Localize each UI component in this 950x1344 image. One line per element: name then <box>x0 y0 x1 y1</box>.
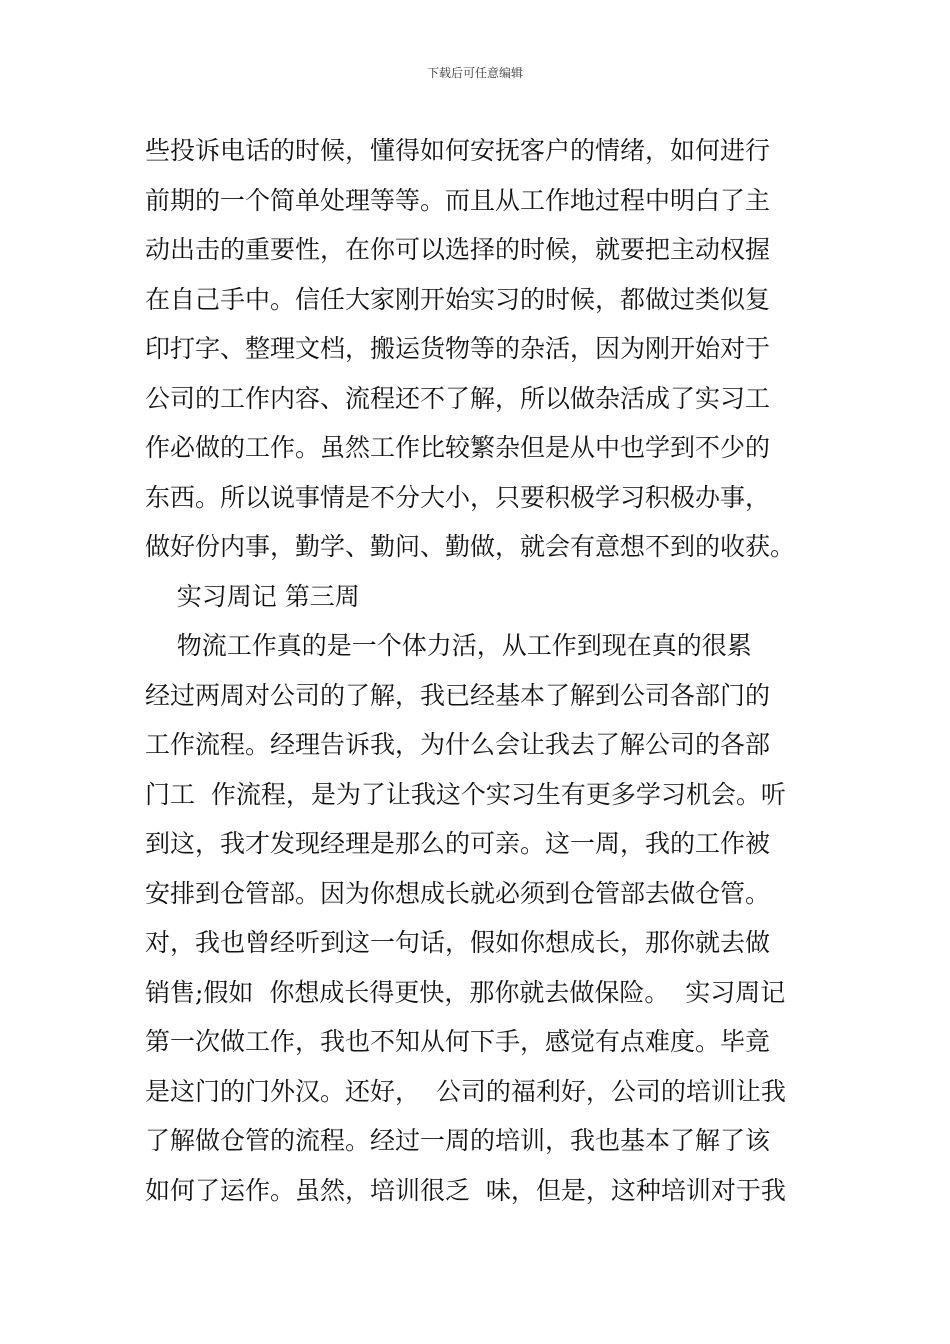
text-line: 门工 作流程，是为了让我这个实习生有更多学习机会。听 <box>145 779 786 809</box>
text-line: 对，我也曾经听到这一句话，假如你想成长，那你就去做 <box>145 928 771 957</box>
text-line: 安排到仓管部。因为你想成长就必须到仓管部去做仓管。 <box>145 878 771 908</box>
section-heading: 实习周记 第三周 <box>145 581 360 611</box>
text-line: 做好份内事，勤学、勤问、勤做，就会有意想不到的收获。 <box>145 532 796 561</box>
document-body <box>145 126 810 1215</box>
text-line: 第一次做工作，我也不知从何下手，感觉有点难度。毕竟 <box>145 1027 771 1056</box>
text-line: 如何了运作。虽然，培训很乏 味，但是，这种培训对于我 <box>145 1175 786 1205</box>
text-line: 东西。所以说事情是不分大小，只要积极学习积极办事， <box>145 482 771 512</box>
text-line: 前期的一个简单处理等等。而且从工作地过程中明白了主 <box>145 185 771 215</box>
text-line: 经过两周对公司的了解，我已经基本了解到公司各部门的 <box>145 680 771 710</box>
text-line: 工作流程。经理告诉我，为什么会让我去了解公司的各部 <box>145 730 771 759</box>
text-line: 物流工作真的是一个体力活，从工作到现在真的很累 <box>145 631 752 660</box>
text-line: 印打字、整理文档，搬运货物等的杂活，因为刚开始对于 <box>145 334 771 363</box>
text-line: 是这门的门外汉。还好， 公司的福利好，公司的培训让我 <box>145 1076 786 1106</box>
text-line: 公司的工作内容、流程还不了解，所以做杂活成了实习工 <box>145 383 771 413</box>
text-line: 作必做的工作。虽然工作比较繁杂但是从中也学到不少的 <box>145 433 771 462</box>
text-line: 动出击的重要性，在你可以选择的时候，就要把主动权握 <box>145 235 771 264</box>
text-line: 在自己手中。信任大家刚开始实习的时候，都做过类似复 <box>145 284 771 314</box>
page-header: 下载后可任意编辑 <box>426 66 523 80</box>
text-line: 到这，我才发现经理是那么的可亲。这一周，我的工作被 <box>145 829 771 858</box>
text-line: 销售;假如 你想成长得更快，那你就去做保险。 实习周记 <box>145 977 786 1007</box>
text-line: 些投诉电话的时候，懂得如何安抚客户的情绪，如何进行 <box>145 136 771 165</box>
text-line: 了解做仓管的流程。经过一周的培训，我也基本了解了该 <box>145 1126 771 1155</box>
